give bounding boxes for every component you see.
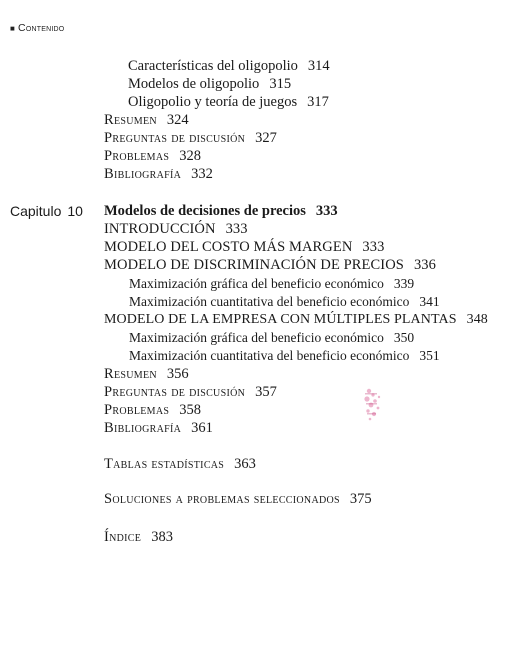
chapter-title-page: 333	[315, 203, 338, 219]
bullet-icon: ■	[10, 23, 16, 33]
toc-entry[interactable]	[104, 257, 436, 274]
toc-entry[interactable]	[104, 491, 372, 508]
toc-entry-text: Maximización cuantitativa del beneficio económico	[129, 294, 410, 309]
toc-entry[interactable]	[104, 311, 488, 328]
toc-entry-text: INTRODUCCIÓN	[104, 221, 216, 237]
toc-entry[interactable]	[104, 166, 213, 183]
toc-entry-text: Modelos de oligopolio	[128, 76, 260, 92]
chapter-label-text: Capitulo	[10, 203, 62, 219]
toc-entry-text: MODELO DE LA EMPRESA CON MÚLTIPLES PLANTAS	[104, 312, 457, 327]
toc-entry-text: Resumen	[104, 366, 157, 382]
toc-entry-text: Resumen	[104, 112, 157, 128]
toc-entry-text: Bibliografía	[104, 166, 182, 182]
toc-subentry[interactable]	[129, 275, 414, 292]
running-header	[10, 22, 64, 34]
toc-entry-text: Maximización gráfica del beneficio económico	[129, 330, 384, 345]
toc-entry-page: 363	[234, 456, 256, 472]
toc-entry-page: 350	[393, 330, 415, 345]
toc-entry-page: 328	[179, 148, 201, 164]
toc-entry-text: Índice	[104, 529, 142, 545]
toc-entry[interactable]	[104, 239, 384, 256]
toc-entry[interactable]	[104, 148, 201, 165]
toc-entry-page: 314	[307, 58, 330, 74]
toc-entry[interactable]	[104, 112, 189, 129]
toc-entry-text: Tablas estadísticas	[104, 456, 225, 472]
header-label: Contenido	[18, 22, 65, 34]
toc-entry[interactable]	[104, 130, 277, 147]
toc-entry-page: 375	[349, 491, 372, 507]
toc-entry-page: 357	[255, 384, 277, 400]
chapter-title-text: Modelos de decisiones de precios	[104, 203, 306, 219]
toc-subentry[interactable]	[129, 293, 440, 310]
toc-entry-page: 361	[191, 420, 213, 436]
chapter-number: 10	[67, 203, 83, 219]
toc-entry[interactable]	[128, 76, 291, 93]
toc-entry-page: 383	[151, 529, 173, 545]
toc-entry-text: Oligopolio y teoría de juegos	[128, 94, 298, 110]
toc-entry[interactable]	[128, 94, 329, 111]
toc-entry[interactable]	[104, 384, 277, 401]
toc-entry-text: Bibliografía	[104, 420, 182, 436]
chapter-title[interactable]	[104, 203, 338, 220]
toc-entry[interactable]	[104, 456, 256, 473]
toc-entry-text: MODELO DEL COSTO MÁS MARGEN	[104, 239, 353, 255]
toc-entry-page: 327	[255, 130, 277, 146]
ink-stamp-mark	[357, 383, 391, 429]
toc-entry[interactable]	[104, 402, 201, 419]
toc-entry-page: 315	[269, 76, 292, 92]
toc-entry[interactable]	[104, 366, 189, 383]
toc-entry[interactable]	[104, 420, 213, 437]
toc-entry-page: 317	[307, 94, 329, 110]
toc-entry-page: 336	[413, 257, 437, 273]
toc-entry-text: Preguntas de discusión	[104, 384, 246, 400]
toc-entry[interactable]	[128, 58, 330, 75]
toc-entry-page: 333	[225, 221, 248, 237]
toc-entry-text: MODELO DE DISCRIMINACIÓN DE PRECIOS	[104, 257, 404, 273]
toc-entry[interactable]	[104, 529, 173, 546]
toc-entry-text: Maximización cuantitativa del beneficio económico	[129, 348, 410, 363]
toc-entry-text: Características del oligopolio	[128, 58, 298, 74]
toc-entry-page: 339	[393, 276, 415, 291]
toc-entry-text: Soluciones a problemas seleccionados	[104, 491, 340, 507]
toc-entry-page: 356	[166, 366, 189, 382]
toc-subentry[interactable]	[129, 329, 414, 346]
toc-entry-page: 333	[362, 239, 385, 255]
toc-entry-page: 348	[466, 312, 488, 327]
toc-entry-page: 332	[191, 166, 213, 182]
toc-subentry[interactable]	[129, 347, 440, 364]
toc-entry-text: Maximización gráfica del beneficio económico	[129, 276, 384, 291]
toc-entry-page: 341	[419, 294, 440, 309]
toc-entry[interactable]	[104, 221, 248, 238]
toc-entry-text: Problemas	[104, 148, 170, 164]
toc-entry-page: 358	[179, 402, 201, 418]
chapter-label	[10, 203, 83, 220]
toc-entry-text: Preguntas de discusión	[104, 130, 246, 146]
toc-entry-text: Problemas	[104, 402, 170, 418]
toc-entry-page: 324	[166, 112, 189, 128]
toc-entry-page: 351	[419, 348, 440, 363]
